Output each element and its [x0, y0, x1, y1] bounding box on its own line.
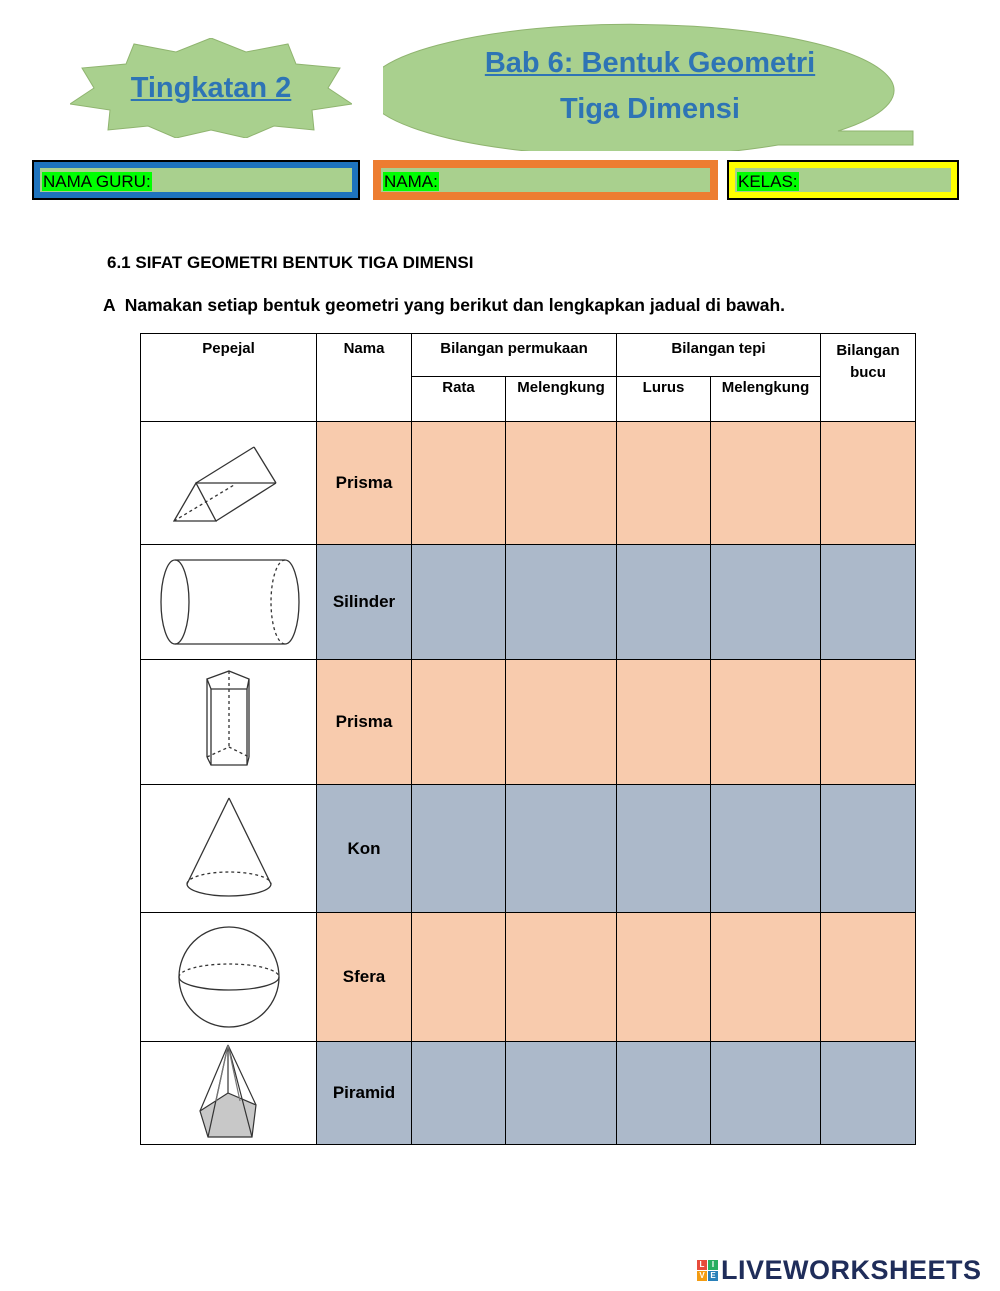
- geometry-table: [140, 333, 916, 1145]
- class-label: KELAS:: [738, 172, 798, 191]
- solid-image-cell: [141, 913, 317, 1042]
- cylinder-image: [149, 552, 309, 652]
- solid-image-cell: [141, 660, 317, 785]
- header-name: Nama: [317, 334, 412, 422]
- answer-edges-straight[interactable]: [617, 422, 711, 545]
- header-edges: Bilangan tepi: [617, 334, 821, 377]
- answer-faces-curved[interactable]: [506, 785, 617, 913]
- answer-faces-curved[interactable]: [506, 660, 617, 785]
- chapter-title-line1: Bab 6: Bentuk Geometri: [484, 47, 816, 79]
- header-vertices-text: Bilangan bucu: [836, 342, 900, 381]
- header-faces-flat: Rata: [412, 377, 506, 422]
- pyramid-image: [194, 1043, 264, 1143]
- header-vertices: [821, 334, 916, 422]
- class-input[interactable]: [735, 168, 951, 192]
- header-faces-curved: Melengkung: [506, 377, 617, 422]
- table-row: [141, 1042, 916, 1145]
- mark-letter: E: [708, 1271, 718, 1281]
- header-edges-straight: Lurus: [617, 377, 711, 422]
- answer-vertices[interactable]: [821, 785, 916, 913]
- answer-edges-curved[interactable]: [711, 913, 821, 1042]
- liveworksheets-logo: [697, 1255, 993, 1285]
- answer-faces-curved[interactable]: [506, 545, 617, 660]
- answer-vertices[interactable]: [821, 660, 916, 785]
- section-title: 6.1 SIFAT GEOMETRI BENTUK TIGA DIMENSI: [107, 253, 474, 272]
- triangular-prism-image: [164, 433, 294, 533]
- answer-edges-curved[interactable]: [711, 785, 821, 913]
- answer-vertices[interactable]: [821, 1042, 916, 1145]
- liveworksheets-wordmark: LIVEWORKSHEETS: [721, 1254, 982, 1285]
- sphere-image: [174, 922, 284, 1032]
- answer-faces-flat[interactable]: [412, 545, 506, 660]
- teacher-name-input[interactable]: [40, 168, 352, 192]
- answer-faces-flat[interactable]: [412, 660, 506, 785]
- answer-edges-curved[interactable]: [711, 1042, 821, 1145]
- liveworksheets-mark-icon: [697, 1260, 718, 1281]
- answer-edges-straight[interactable]: [617, 1042, 711, 1145]
- class-field: [727, 160, 959, 200]
- row-name: Prisma: [317, 660, 412, 785]
- answer-faces-curved[interactable]: [506, 1042, 617, 1145]
- table-row: [141, 660, 916, 785]
- answer-edges-curved[interactable]: [711, 545, 821, 660]
- pentagonal-prism-image: [189, 667, 269, 777]
- row-name: Prisma: [317, 422, 412, 545]
- mark-letter: I: [708, 1260, 718, 1270]
- student-name-label: NAMA:: [384, 172, 438, 191]
- table-row: [141, 785, 916, 913]
- answer-edges-curved[interactable]: [711, 422, 821, 545]
- row-name: Sfera: [317, 913, 412, 1042]
- student-name-input[interactable]: [381, 168, 710, 192]
- table-row: [141, 545, 916, 660]
- solid-image-cell: [141, 1042, 317, 1145]
- answer-edges-straight[interactable]: [617, 660, 711, 785]
- teacher-name-label: NAMA GURU:: [43, 172, 151, 191]
- answer-edges-straight[interactable]: [617, 545, 711, 660]
- student-name-field: [373, 160, 718, 200]
- teacher-name-field: [32, 160, 360, 200]
- solid-image-cell: [141, 545, 317, 660]
- solid-image-cell: [141, 422, 317, 545]
- mark-letter: V: [697, 1271, 707, 1281]
- chapter-title: [420, 40, 880, 132]
- answer-faces-curved[interactable]: [506, 913, 617, 1042]
- row-name: Silinder: [317, 545, 412, 660]
- answer-vertices[interactable]: [821, 545, 916, 660]
- answer-vertices[interactable]: [821, 422, 916, 545]
- table-row: [141, 913, 916, 1042]
- answer-faces-flat[interactable]: [412, 913, 506, 1042]
- answer-edges-straight[interactable]: [617, 913, 711, 1042]
- answer-faces-flat[interactable]: [412, 422, 506, 545]
- answer-faces-curved[interactable]: [506, 422, 617, 545]
- instruction-text: A Namakan setiap bentuk geometri yang berikut dan lengkapkan jadual di bawah.: [103, 295, 786, 315]
- row-name: Kon: [317, 785, 412, 913]
- chapter-title-line2: Tiga Dimensi: [560, 93, 740, 125]
- cone-image: [179, 794, 279, 904]
- header-faces: Bilangan permukaan: [412, 334, 617, 377]
- answer-vertices[interactable]: [821, 913, 916, 1042]
- answer-faces-flat[interactable]: [412, 1042, 506, 1145]
- table-row: [141, 422, 916, 545]
- row-name: Piramid: [317, 1042, 412, 1145]
- level-label: Tingkatan 2: [130, 71, 292, 104]
- solid-image-cell: [141, 785, 317, 913]
- answer-edges-straight[interactable]: [617, 785, 711, 913]
- header-edges-curved: Melengkung: [711, 377, 821, 422]
- answer-faces-flat[interactable]: [412, 785, 506, 913]
- header-solid: Pepejal: [141, 334, 317, 422]
- answer-edges-curved[interactable]: [711, 660, 821, 785]
- mark-letter: L: [697, 1260, 707, 1270]
